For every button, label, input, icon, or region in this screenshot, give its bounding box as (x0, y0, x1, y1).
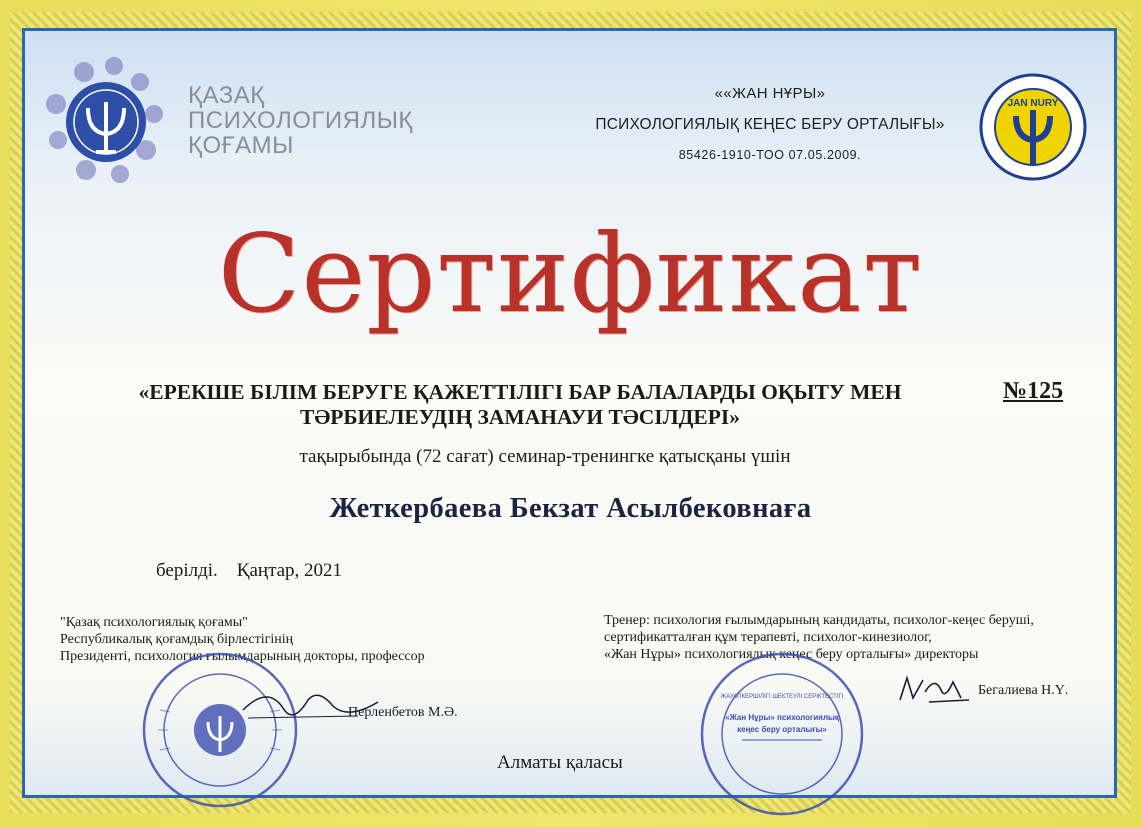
recipient-name: Жеткербаева Бекзат Асылбековнаға (329, 493, 812, 524)
issue-city: Алматы қаласы (497, 752, 623, 773)
left-signatory-line: Республикалық қоғамдық бірлестігінің (60, 632, 294, 647)
right-stamp-icon (698, 650, 866, 818)
right-signature-icon (895, 672, 975, 708)
center-name-line2: ПСИХОЛОГИЯЛЫҚ КЕҢЕС БЕРУ ОРТАЛЫҒЫ» (595, 116, 945, 133)
society-name-line: ҚАЗАҚ (188, 82, 265, 109)
left-signatory-name: Перленбетов М.Ә. (348, 705, 458, 720)
topic-line: ТӘРБИЕЛЕУДІҢ ЗАМАНАУИ ТӘСІЛДЕРІ» (299, 405, 741, 429)
certificate-title: Сертификат (217, 212, 924, 337)
logo-text: JAN NURY (1007, 98, 1059, 109)
issue-date: берілді. Қаңтар, 2021 (156, 560, 343, 581)
topic-line: «ЕРЕКШЕ БІЛІМ БЕРУГЕ ҚАЖЕТТІЛІГІ БАР БАЛАЛАРДЫ ОҚЫТУ МЕН (138, 380, 902, 404)
left-signatory-line: Президенті, психология ғылымдарының докторы, профессор (60, 649, 425, 664)
right-signatory-line: Тренер: психология ғылымдарының кандидаты, психолог-кеңес беруші, (604, 613, 1034, 628)
seminar-topic (80, 380, 960, 430)
center-header (560, 85, 980, 162)
right-signatory-line: «Жан Нұры» психологиялық кеңес беру орталығы» директоры (604, 647, 979, 662)
seminar-description: тақырыбында (72 сағат) семинар-тренингке қатысқаны үшін (299, 446, 791, 467)
left-signatory-line: "Қазақ психологиялық қоғамы" (60, 615, 248, 630)
registration-number: 85426-1910-ТОО 07.05.2009. (678, 148, 862, 162)
stamp-center-line: «Жан Нұры» психологиялық (725, 713, 839, 722)
jan-nury-logo-icon (978, 72, 1088, 182)
stamp-ring-text: ЖАУАПКЕРШІЛІГІ ШЕКТЕУЛІ СЕРІКТЕСТІГІ (720, 694, 844, 700)
right-signatory-name: Бегалиева Н.Ү. (978, 683, 1069, 698)
society-name (188, 83, 413, 158)
society-name-line: ПСИХОЛОГИЯЛЫҚ (188, 107, 413, 134)
stamp-center-line: кеңес беру орталығы» (737, 725, 827, 734)
society-name-line: ҚОҒАМЫ (188, 132, 294, 159)
certificate-number: №125 (1003, 378, 1064, 404)
right-signatory-line: сертификатталған құм терапевті, психолог-кинезиолог, (604, 630, 932, 645)
left-stamp-icon (140, 650, 300, 810)
society-logo-icon (36, 52, 186, 192)
center-name-line1: ««ЖАН НҰРЫ» (714, 85, 826, 102)
